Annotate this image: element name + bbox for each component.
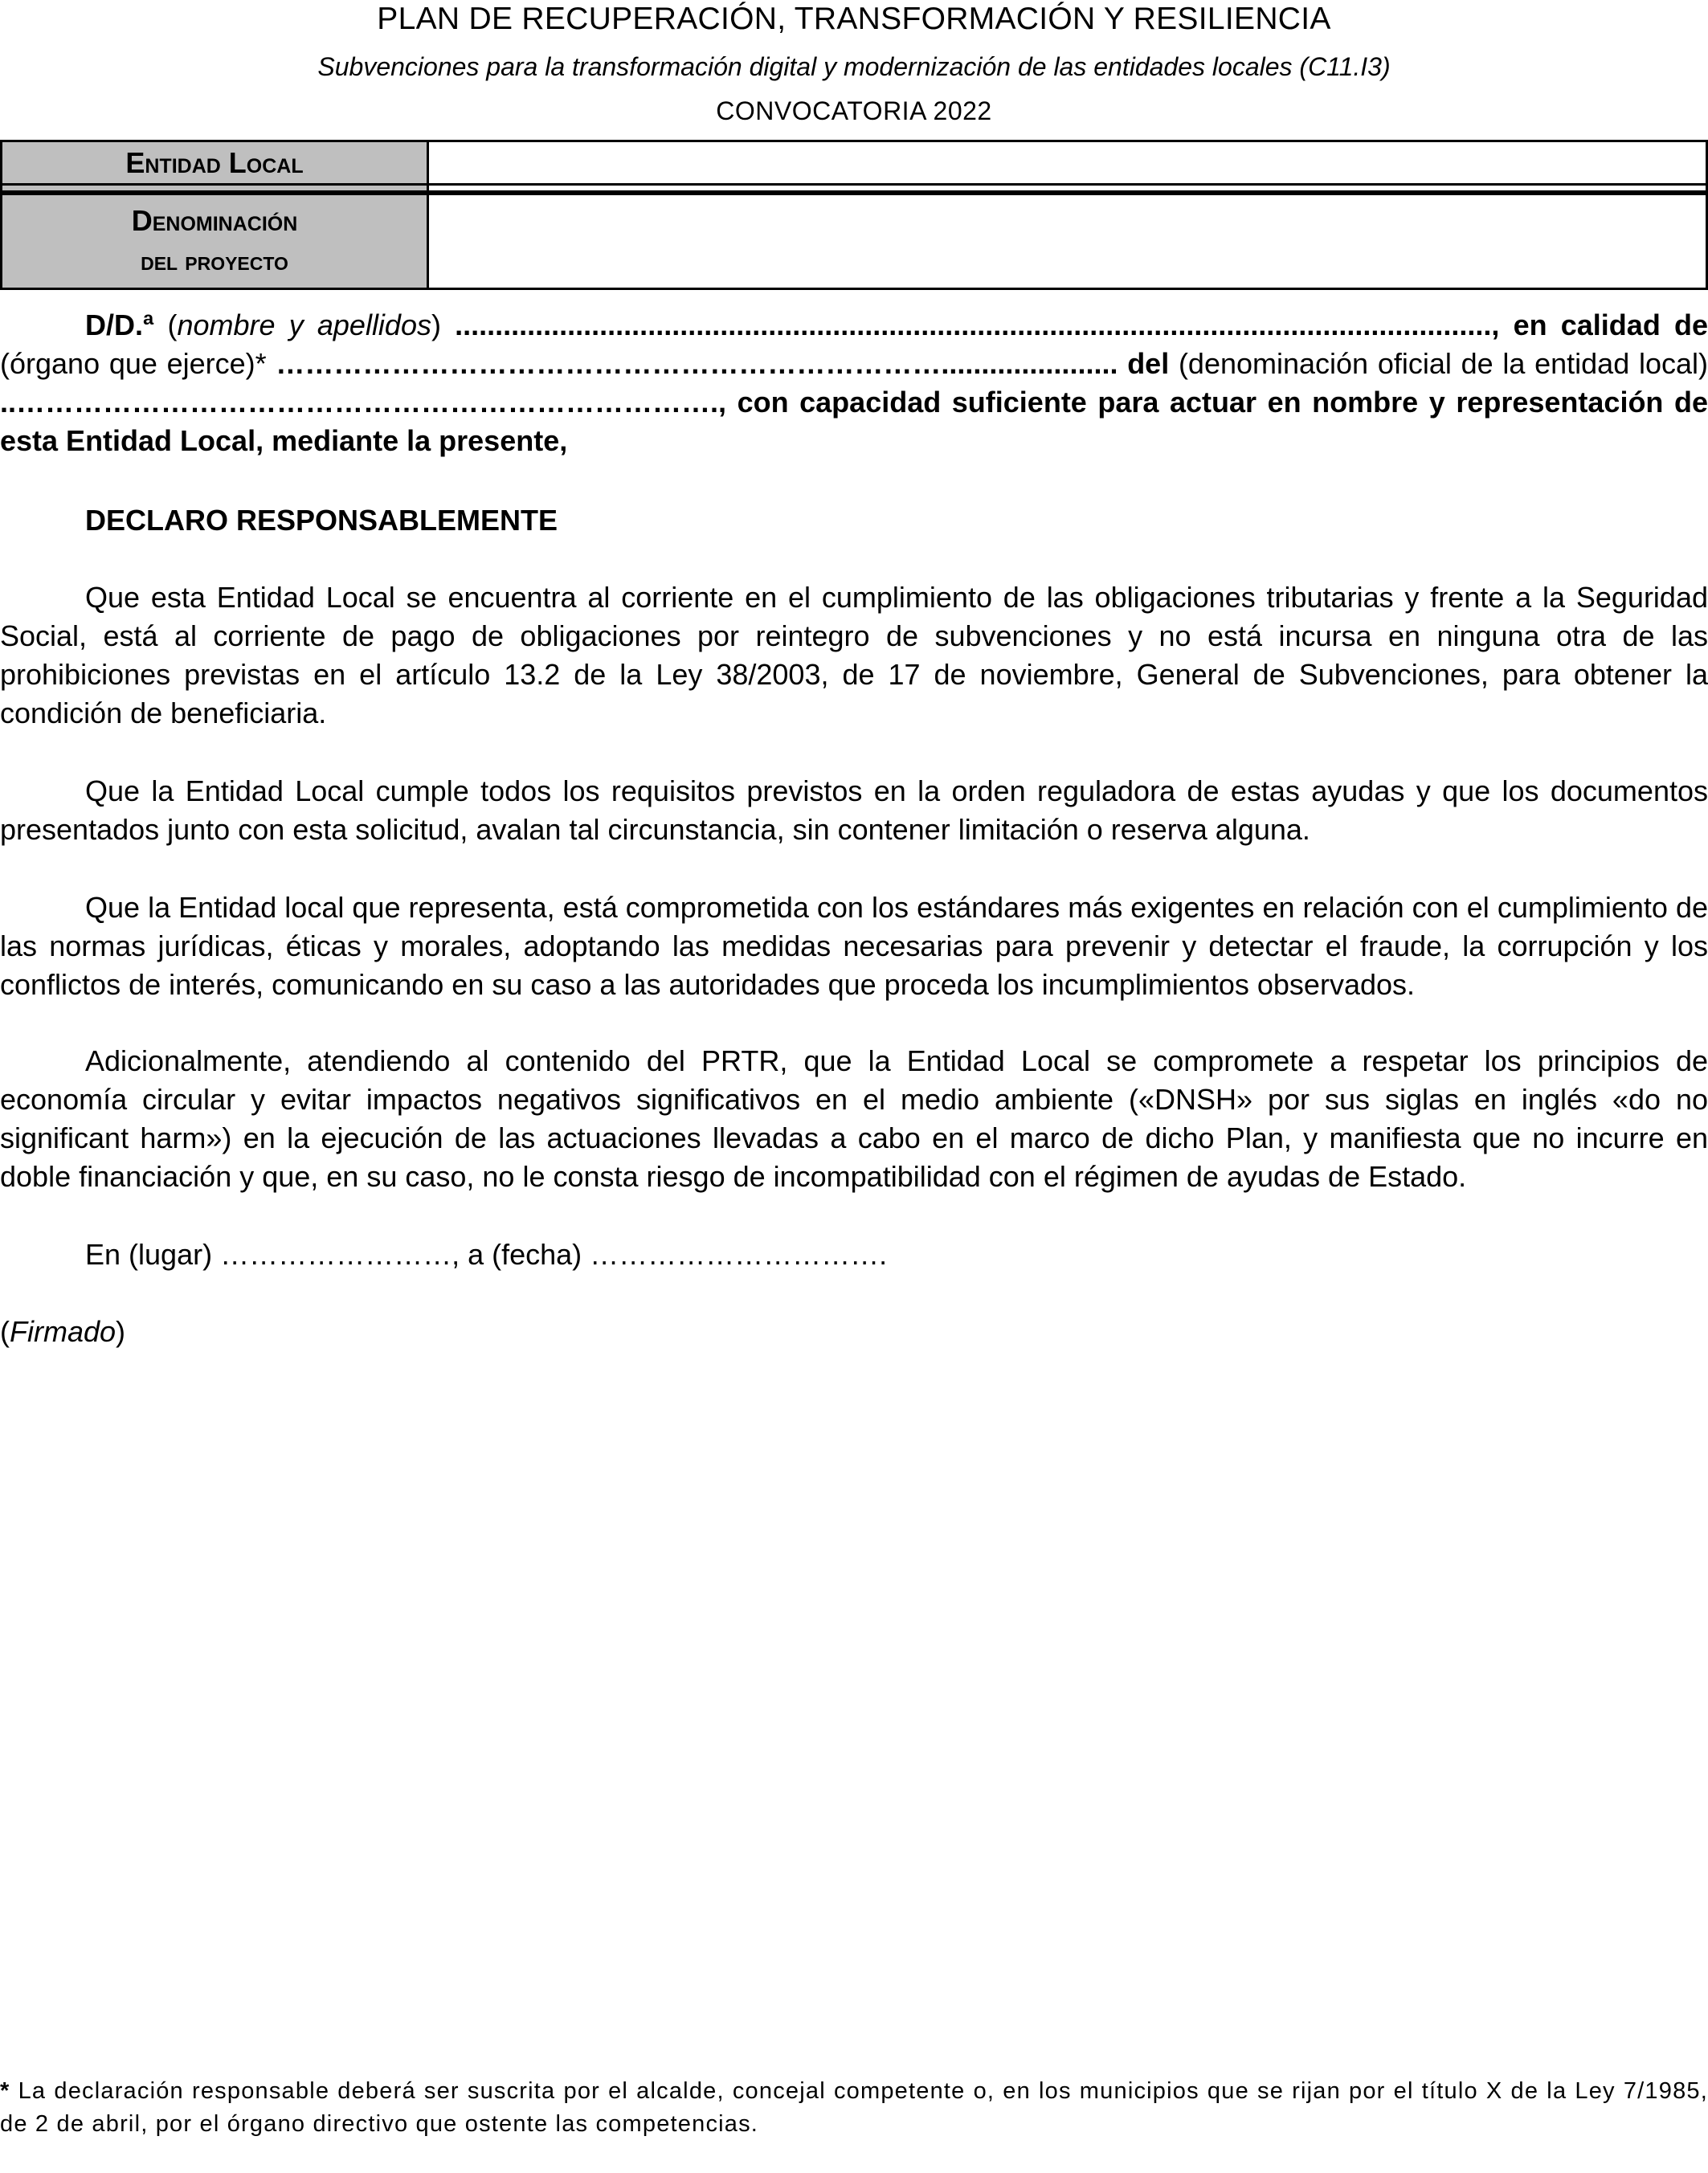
en-calidad-label: en calidad de (1513, 308, 1708, 341)
declaration-paragraph-1: Que esta Entidad Local se encuentra al corriente en el cumplimiento de las obligaciones tributarias y frente a la Seguridad Social, está al corriente de pago de obligaciones por reintegro de subvenciones y no está incursa en ninguna otra de las prohibiciones previstas en el artículo 13.2 de la Ley 38/2003, de 17 de noviembre, General de Subvenciones, para obtener la condición de beneficiaria. (0, 581, 1708, 729)
call-year: CONVOCATORIA 2022 (716, 96, 992, 125)
entidad-oficial-dots[interactable]: ..………………………………………………………………. (0, 386, 719, 419)
del-label: del (1118, 347, 1170, 380)
paren-close: ) (431, 308, 456, 341)
organo-dots[interactable]: ……………………………………………………………...................... (276, 347, 1118, 380)
denominacion-label (2, 195, 429, 288)
declarant-intro (0, 306, 1708, 460)
capacidad-text: , con capacidad suficiente para actuar en nombre y representación de esta Entidad Local, mediante la presente, (0, 386, 1708, 457)
declaro-heading: DECLARO RESPONSABLEMENTE (85, 504, 558, 537)
declaration-paragraph-4: Adicionalmente, atendiendo al contenido del PRTR, que la Entidad Local se compromete a respetar los principios de economía circular y evitar impactos negativos significativos en el medio ambiente («DNSH» por sus siglas en inglés «do no significant harm») en la ejecución de las actuaciones llevadas a cabo en el marco de dicho Plan, y manifiesta que no incurre en doble financiación y que, en su caso, no le consta riesgo de incompatibilidad con el régimen de ayudas de Estado. (0, 1044, 1708, 1193)
denominacion-field[interactable] (431, 195, 1706, 288)
signature-line (0, 1313, 1708, 1351)
footnote (0, 2075, 1708, 2141)
separator-label-cell (2, 186, 429, 190)
footnote-asterisk: * (0, 2078, 10, 2104)
firma-text: Firmado (10, 1315, 116, 1348)
entidad-local-label: Entidad Local (2, 142, 429, 183)
project-form-table (0, 140, 1708, 290)
table-separator (0, 186, 1708, 195)
firma-paren-close: ) (116, 1315, 126, 1348)
paren-open: ( (153, 308, 178, 341)
declaration-paragraph-2: Que la Entidad Local cumple todos los requisitos previstos en la orden reguladora de estas ayudas y que los documentos presentados junto con esta solicitud, avalan tal circunstancia, sin contener limitación o reserva alguna. (0, 774, 1708, 846)
firma-paren-open: ( (0, 1315, 10, 1348)
entidad-local-field[interactable] (431, 142, 1706, 183)
dd-label: D/D.ª (85, 308, 154, 341)
document-title: PLAN DE RECUPERACIÓN, TRANSFORMACIÓN Y RESILIENCIA (377, 2, 1331, 36)
entidad-local-row (0, 140, 1708, 186)
nombre-placeholder: nombre y apellidos (177, 308, 431, 341)
organo-placeholder: (órgano que ejerce)* (0, 347, 276, 380)
document-subtitle: Subvenciones para la transformación digital y modernización de las entidades locales (C11.I3) (317, 52, 1391, 81)
denominacion-row (0, 195, 1708, 290)
place-date-line[interactable]: En (lugar) ……………………, a (fecha) …………………………. (85, 1238, 888, 1271)
denominacion-label-line-2: del proyecto (141, 246, 288, 276)
nombre-dots[interactable]: ................................................................................................................................., (455, 308, 1500, 341)
footnote-text: La declaración responsable deberá ser suscrita por el alcalde, concejal competente o, en los municipios que se rijan por el título X de la Ley 7/1985, de 2 de abril, por el órgano directivo que ostente las competencias. (0, 2078, 1708, 2137)
denominacion-label-line-1: Denominación (131, 204, 298, 237)
declaration-paragraph-3: Que la Entidad local que representa, está comprometida con los estándares más exigentes en relación con el cumplimiento de las normas jurídicas, éticas y morales, adoptando las medidas necesarias para prevenir y detectar el fraude, la corrupción y los conflictos de interés, comunicando en su caso a las autoridades que proceda los incumplimientos observados. (0, 891, 1708, 1001)
entidad-oficial-placeholder: (denominación oficial de la entidad local) (1169, 347, 1708, 380)
